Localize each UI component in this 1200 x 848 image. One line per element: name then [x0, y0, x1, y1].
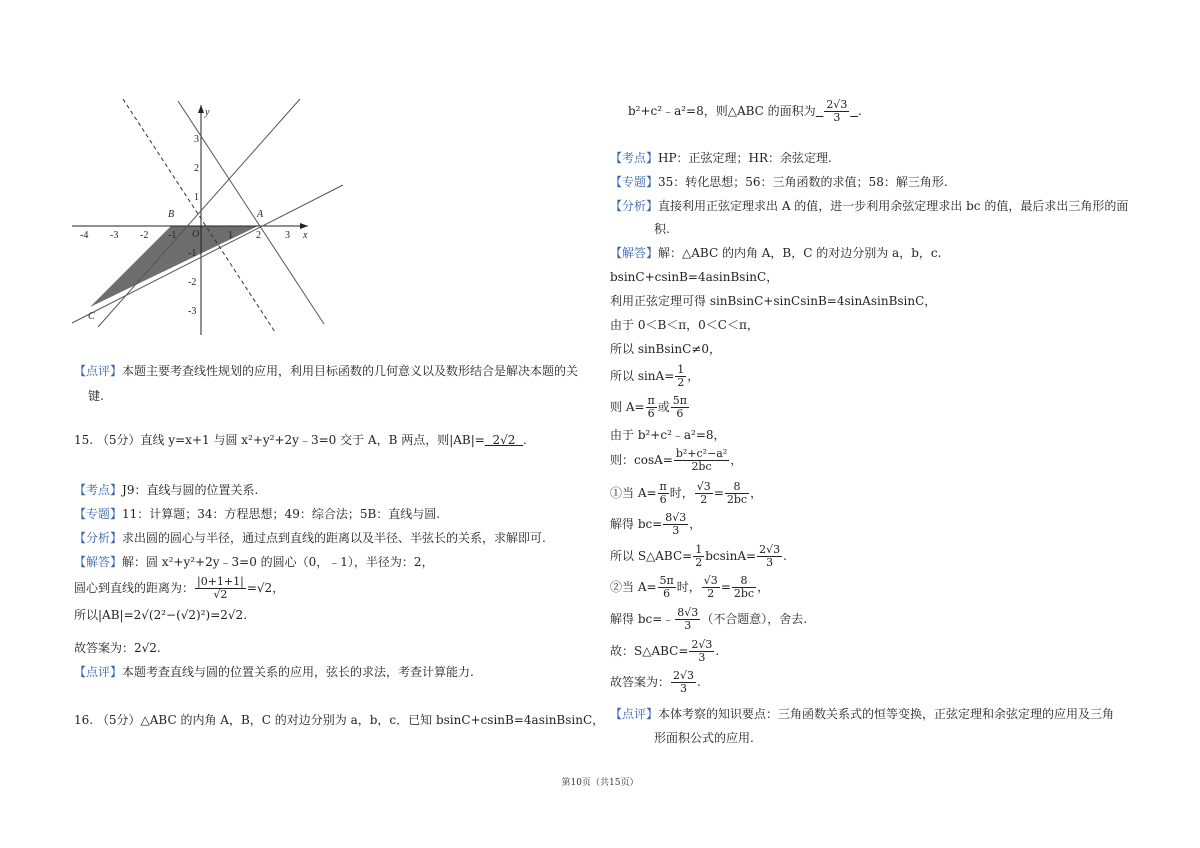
q16-step-13: 解得 bc=﹣ $\frac{8√3}{3}$ （不合题意），舍去.	[610, 606, 808, 632]
x-axis-label: x	[303, 230, 308, 241]
x-tick: -4	[80, 230, 89, 241]
q16-step-1: bsinC+csinB=4asinBsinC，	[610, 270, 779, 284]
jieda-text: 解：圆 x²+y²+2y﹣3=0 的圆心（0，﹣1），半径为：2，	[122, 555, 434, 569]
q15-zhuanti	[74, 506, 440, 522]
kaodian-text: HP：正弦定理；HR：余弦定理.	[658, 151, 832, 165]
dianping15-text: 本题考查直线与圆的位置关系的应用，弦长的求法，考查计算能力.	[122, 665, 474, 679]
q16-continued	[628, 96, 862, 126]
q15-end: .	[523, 433, 527, 447]
distance-suffix: =√2，	[246, 581, 285, 595]
point-b-label: B	[168, 209, 175, 220]
q15-fenxi	[74, 530, 546, 546]
q16-answer: $\frac{2√3}{3}$	[826, 98, 848, 124]
q16-kaodian	[610, 150, 832, 166]
origin-label: O	[192, 229, 200, 240]
jieda-text: 解：△ABC 的内角 A，B，C 的对边分别为 a，b，c.	[658, 246, 942, 260]
x-axis-arrow	[300, 223, 308, 229]
q16-zhuanti	[610, 174, 948, 190]
distance-fraction: $\frac{|0+1+1|}{√2}$	[197, 575, 244, 601]
x-tick: 1	[228, 230, 233, 241]
q16-cont-text: b²+c²﹣a²=8，则△ABC 的面积为	[628, 104, 816, 118]
zhuanti-text: 11：计算题；34：方程思想；49：综合法；5B：直线与圆.	[122, 507, 441, 521]
y-tick: 3	[194, 134, 199, 145]
kaodian-text: J9：直线与圆的位置关系.	[122, 483, 259, 497]
q16-step-14: 故：S△ABC= $\frac{2√3}{3}$ .	[610, 638, 720, 664]
q16-step-10: 解得 bc= $\frac{8√3}{3}$ ，	[610, 511, 702, 537]
q15-jieda	[74, 554, 434, 570]
q16-step-8: 则：cosA= $\frac{\text{b²+c²−a²}}{2bc}$ ，	[610, 447, 743, 473]
jieda-tag: 【解答】	[610, 246, 659, 260]
page-footer: 第10页（共15页）	[561, 778, 639, 788]
y-tick: 2	[194, 163, 199, 174]
fenxi-text: 直接利用正弦定理求出 A 的值，进一步利用余弦定理求出 bc 的值，最后求出三角形的面	[658, 199, 1129, 213]
q16-answer-line: 故答案为： $\frac{2√3}{3}$ .	[610, 669, 701, 695]
distance-prefix: 圆心到直线的距离为：	[74, 581, 195, 595]
fenxi-tag: 【分析】	[74, 531, 123, 545]
q15-answer: 2√2	[492, 433, 516, 447]
kaodian-tag: 【考点】	[74, 483, 123, 497]
point-c-label: C	[88, 311, 95, 322]
question-16: 16. （5分）△ABC 的内角 A，B，C 的对边分别为 a，b，c．已知 bsinC+csinB=4asinBsinC，	[74, 713, 605, 727]
x-tick: -1	[168, 230, 177, 241]
q15-distance	[74, 574, 284, 602]
y-tick: -2	[188, 277, 197, 288]
point-a-label: A	[257, 209, 264, 220]
q16-step-11: 所以 S△ABC= $\frac{1}{2}$ bcsinA= $\frac{2√3}{3}$ .	[610, 543, 787, 569]
y-tick: -1	[188, 248, 197, 259]
fenxi-text: 求出圆的圆心与半径，通过点到直线的距离以及半径、半弦长的关系，求解即可.	[122, 531, 546, 545]
q16-step-3: 由于 0＜B＜π，0＜C＜π，	[610, 318, 759, 332]
q16-dianping	[610, 706, 1114, 722]
q15-ab: 所以|AB|=2√(2²−(√2)²)=2√2.	[74, 608, 248, 622]
q16-step-6: 则 A= $\frac{\pi}{6}$ 或 $\frac{5\pi}{6}$	[610, 394, 688, 420]
dianping14-tag: 【点评】	[74, 364, 123, 378]
dianping-tag: 【点评】	[610, 707, 659, 721]
q16-step-7: 由于 b²+c²﹣a²=8，	[610, 428, 726, 442]
y-tick: -3	[188, 306, 197, 317]
x-tick: 3	[285, 230, 290, 241]
x-tick: -3	[110, 230, 119, 241]
q16-fenxi	[610, 198, 1128, 214]
q15-stem: 15. （5分）直线 y=x+1 与圆 x²+y²+2y﹣3=0 交于 A，B 两点，则|AB|=	[74, 433, 485, 447]
q16-step-2: 利用正弦定理可得 sinBsinC+sinCsinB=4sinAsinBsinC，	[610, 294, 937, 308]
dianping14-line2: 键.	[88, 389, 104, 403]
x-tick: 2	[256, 230, 261, 241]
kaodian-tag: 【考点】	[610, 151, 659, 165]
q16-step-12: ②当 A= $\frac{5\pi}{6}$ 时， $\frac{√3}{2}$ = $\frac{8}{2bc}$ ，	[610, 574, 770, 600]
q16-step-5: 所以 sinA= $\frac{1}{2}$ ，	[610, 363, 700, 389]
q16-dianping-line2: 形面积公式的应用.	[654, 731, 754, 745]
q16-fenxi-line2: 积.	[654, 222, 670, 236]
zhuanti-tag: 【专题】	[74, 507, 123, 521]
q15-answer-line: 故答案为：2√2.	[74, 641, 161, 655]
zhuanti-tag: 【专题】	[610, 175, 659, 189]
line-2	[72, 185, 343, 323]
jieda-tag: 【解答】	[74, 555, 123, 569]
q16-cont-end: .	[857, 104, 862, 118]
dianping14-text: 本题主要考查线性规划的应用，利用目标函数的几何意义以及数形结合是解决本题的关	[122, 364, 579, 378]
q15-dianping	[74, 664, 474, 680]
y-axis-arrow	[198, 105, 204, 113]
fenxi-tag: 【分析】	[610, 199, 659, 213]
x-tick: -2	[140, 230, 149, 241]
dianping15-tag: 【点评】	[74, 665, 123, 679]
y-axis-label: y	[205, 107, 210, 118]
q15-kaodian	[74, 482, 258, 498]
dianping14-line1	[74, 363, 578, 379]
linear-programming-graph	[68, 95, 348, 345]
dianping-text: 本体考察的知识要点：三角函数关系式的恒等变换，正弦定理和余弦定理的应用及三角	[658, 707, 1115, 721]
zhuanti-text: 35：转化思想；56：三角函数的求值；58：解三角形.	[658, 175, 948, 189]
q16-step-9: ①当 A= $\frac{\pi}{6}$ 时， $\frac{√3}{2}$ = $\frac{8}{2bc}$ ，	[610, 480, 763, 506]
q16-step-4: 所以 sinBsinC≠0，	[610, 342, 721, 356]
y-tick: 1	[194, 192, 199, 203]
question-15	[74, 432, 527, 448]
q16-jieda	[610, 245, 941, 261]
